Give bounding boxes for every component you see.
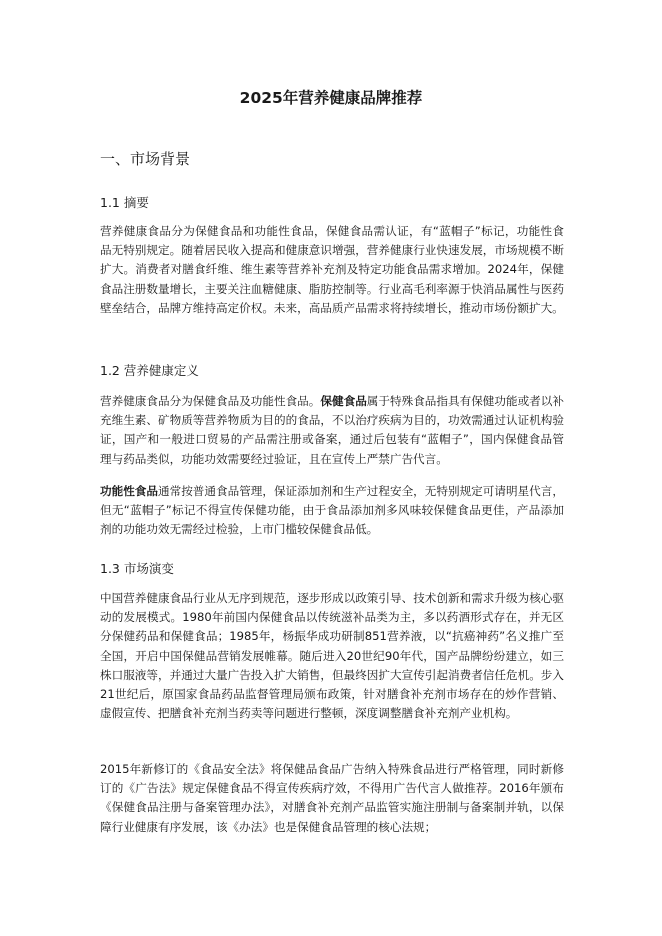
health-food-term: 保健食品 (320, 394, 367, 408)
summary-paragraph: 营养健康食品分为保健食品和功能性食品，保健食品需认证，有“蓝帽子”标记，功能性食品无特别规定。随着居民收入提高和健康意识增强，营养健康行业快速发展，市场规模不断扩大。消费者对膳食纤维、维生素等营养补充剂及特定功能食品需求增加。2024年，保健食品注册数量增长，主要关注血糖健康、脂肪控制等。行业高毛利率源于快消品属性与医药壁垒结合，品牌方维持高定价权。未来，高品质产品需求将持续增长，推动市场份额扩大。 (100, 224, 564, 315)
definition-intro: 营养健康食品分为保健食品及功能性食品。 (100, 394, 321, 408)
functional-food-description: 通常按普通食品管理，保证添加剂和生产过程安全，无特别规定可请明星代言，但无“蓝帽子”标记不得宣传保健功能，由于食品添加剂多风味较保健食品更佳，产品添加剂的功能功效无需经过检验，上市门槛较保健食品低。 (100, 484, 564, 537)
document-title: 2025年营养健康品牌推荐 (239, 89, 423, 107)
definition-paragraph-2 (100, 482, 564, 540)
evolution-paragraph-1: 中国营养健康食品行业从无序到规范，逐步形成以政策引导、技术创新和需求升级为核心驱动的发展模式。1980年前国内保健食品以传统滋补品类为主，多以药酒形式存在，并无区分保健药品和保健食品；1985年，杨振华成功研制851营养液，以“抗癌神药”名义推广至全国，开启中国保健品营销发展帷幕。随后进入20世纪90年代，国产品牌纷纷建立，如三株口服液等，并通过大量广告投入扩大销售，但最终因扩大宣传引起消费者信任危机。步入21世纪后，原国家食品药品监督管理局颁布政策，针对膳食补充剂市场存在的炒作营销、虚假宣传、把膳食补充剂当药卖等问题进行整顿，深度调整膳食补充剂产业机构。 (100, 591, 564, 721)
subsection-heading-evolution: 1.3 市场演变 (100, 561, 174, 576)
functional-food-term: 功能性食品 (100, 484, 158, 498)
health-food-description: 属于特殊食品指具有保健功能或者以补充维生素、矿物质等营养物质为目的的食品，不以治疗疾病为目的，功效需通过认证机构验证，国产和一般进口贸易的产品需注册或备案，通过后包装有“蓝帽子”，国内保健食品管理与药品类似，功能功效需要经过验证，且在宣传上严禁广告代言。 (100, 394, 564, 466)
definition-paragraph-1 (100, 392, 564, 469)
subsection-heading-summary: 1.1 摘要 (100, 195, 149, 210)
evolution-paragraph-2: 2015年新修订的《食品安全法》将保健品食品广告纳入特殊食品进行严格管理，同时新修订的《广告法》规定保健食品不得宣传疾病疗效，不得用广告代言人做推荐。2016年颁布《保健食品注册与备案管理办法》，对膳食补充剂产品监管实施注册制与备案制并轨，以保障行业健康有序发展，该《办法》也是保健食品管理的核心法规； (100, 762, 564, 834)
section-heading-market-background: 一、市场背景 (100, 150, 191, 168)
subsection-heading-definition: 1.2 营养健康定义 (100, 363, 199, 378)
